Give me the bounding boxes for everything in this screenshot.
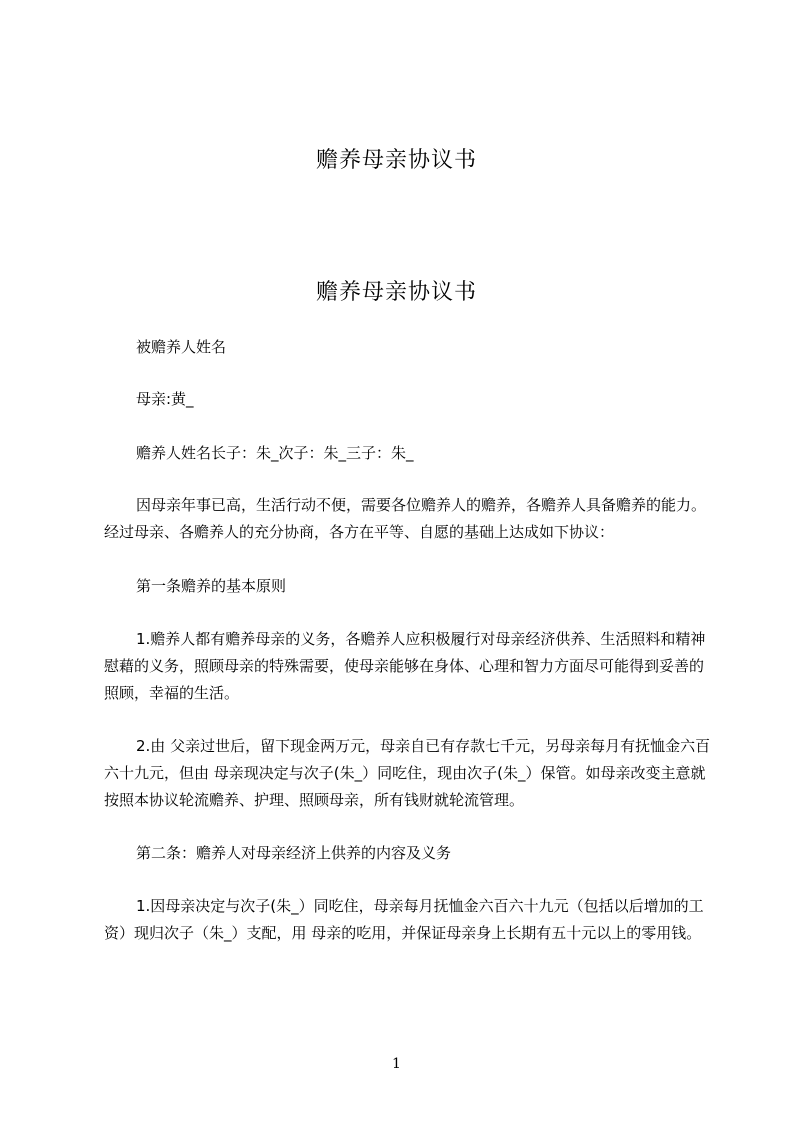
- paragraph-supporters-names: 赡养人姓名长子：朱_次子：朱_三子：朱_: [136, 444, 414, 462]
- paragraph-preamble: 因母亲年事已高，生活行动不便，需要各位赡养人的赡养，各赡养人具备赡养的能力。经过母亲、各赡养人的充分协商，各方在平等、自愿的基础上达成如下协议：: [104, 496, 707, 541]
- paragraph-mother-name: 母亲:黄_: [136, 390, 194, 408]
- section-heading-article-2: 第二条：赡养人对母亲经济上供养的内容及义务: [136, 844, 452, 862]
- page-number: 1: [392, 1056, 401, 1072]
- paragraph-supported-person-label: 被赡养人姓名: [136, 338, 227, 356]
- document-header-title: 赡养母亲协议书: [315, 148, 477, 173]
- paragraph-article-1-item-1: 1.赡养人都有赡养母亲的义务，各赡养人应积极履行对母亲经济供养、生活照料和精神慰藉的义务，照顾母亲的特殊需要，使母亲能够在身体、心理和智力方面尽可能得到妥善的照顾，幸福的生活。: [104, 630, 706, 702]
- section-heading-article-1: 第一条赡养的基本原则: [136, 577, 287, 595]
- document-main-title: 赡养母亲协议书: [315, 280, 477, 305]
- paragraph-article-1-item-2: 2.由 父亲过世后，留下现金两万元，母亲自已有存款七千元，另母亲每月有抚恤金六百六十九元，但由 母亲现决定与次子(朱_）同吃住，现由次子(朱_）保管。如母亲改变主意就按照本协议轮流赡养、护理、照顾母亲，所有钱财就轮流管理。: [104, 737, 711, 809]
- paragraph-article-2-item-1: 1.因母亲决定与次子(朱_）同吃住，母亲每月抚恤金六百六十九元（包括以后增加的工资）现归次子（朱_）支配，用 母亲的吃用，并保证母亲身上长期有五十元以上的零用钱。: [104, 897, 704, 942]
